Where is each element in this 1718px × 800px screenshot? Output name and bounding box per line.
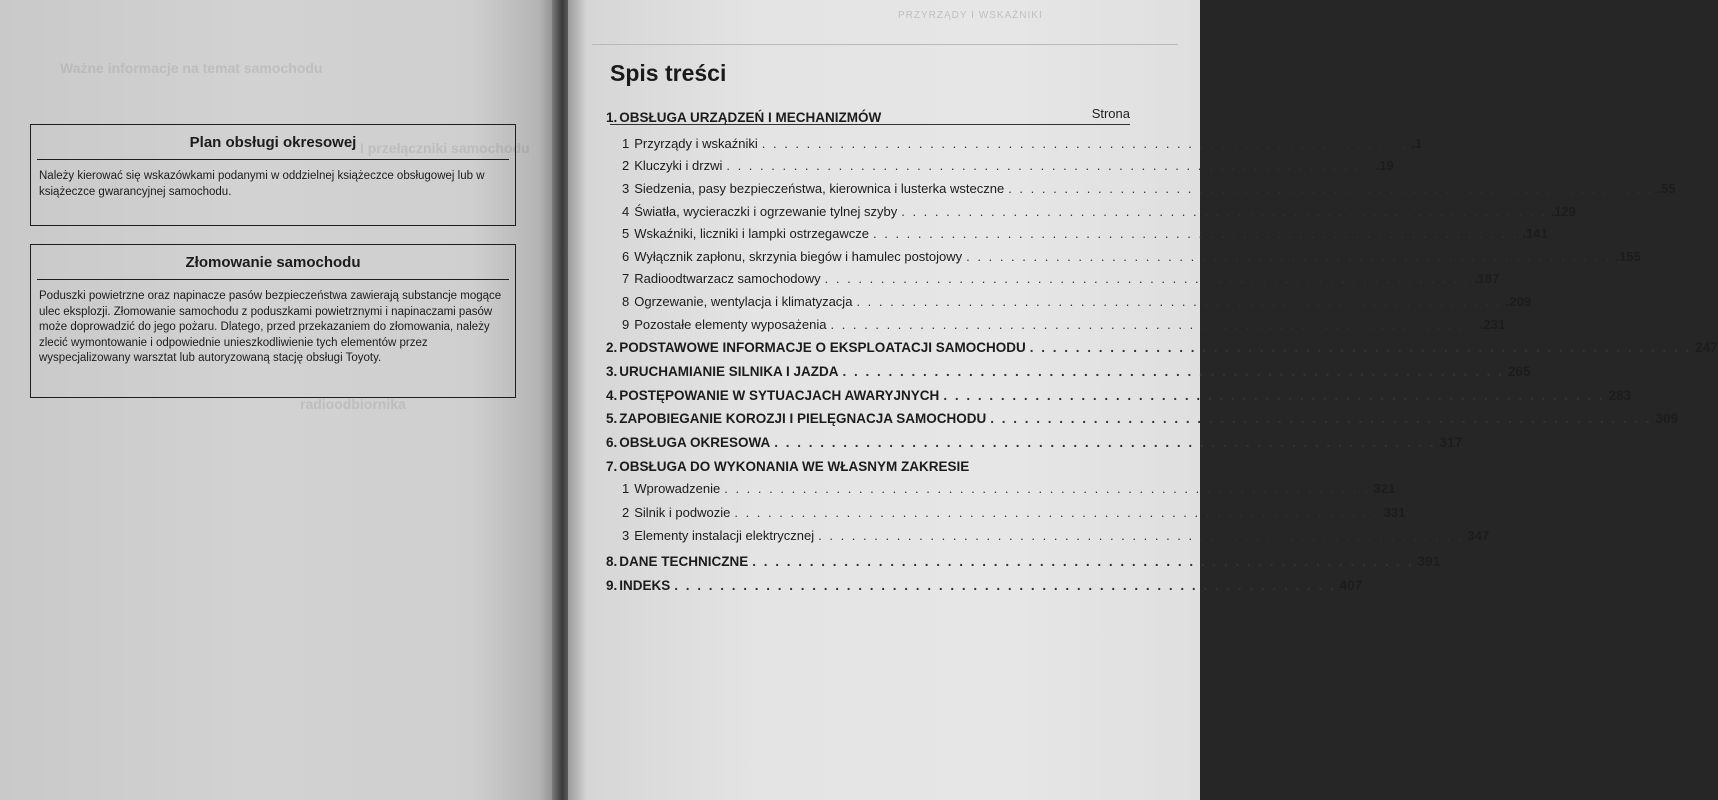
show-through-text: PRZYRZĄDY I WSKAŹNIKI xyxy=(898,10,1043,21)
toc-entry-label: PODSTAWOWE INFORMACJE O EKSPLOATACJI SAMOCHODU xyxy=(619,340,1026,355)
header-rule xyxy=(592,44,1178,45)
toc-page-number: 309 xyxy=(1655,411,1679,426)
toc-section-entry xyxy=(606,481,1396,503)
toc-chapter-entry xyxy=(606,364,1531,386)
toc-entry-label: DANE TECHNICZNE xyxy=(619,554,749,569)
toc-entry-number: 2. xyxy=(606,340,618,355)
toc-entry-label: Elementy instalacji elektrycznej xyxy=(634,528,815,543)
toc-leader-dots: . . . . . . . . . . . . . . . . . . . . . . . . . . . . . . . . . . . . . . . . . . . . . . . . . . . . . . . . . . xyxy=(774,435,1436,450)
toc-leader-dots: . . . . . . . . . . . . . . . . . . . . . . . . . . . . . . . . . . . . . . . . . . . . . . . . . . . . . . . . . . xyxy=(842,364,1504,379)
toc-entry-label: Kluczyki i drzwi xyxy=(634,158,723,173)
toc-leader-dots: . . . . . . . . . . . . . . . . . . . . . . . . . . . . . . . . . . . . . . . . . . . . . . . . . . . . . . . . . . xyxy=(1008,181,1654,196)
toc-leader-dots: . . . . . . . . . . . . . . . . . . . . . . . . . . . . . . . . . . . . . . . . . . . . . . . . . . . . . . . . . . xyxy=(818,528,1464,543)
toc-page-number: .19 xyxy=(1375,158,1394,173)
show-through-text: radioodbiornika xyxy=(300,396,406,412)
toc-section-entry xyxy=(606,158,1394,180)
toc-page-number: .231 xyxy=(1479,317,1506,332)
toc-entry-number: 1 xyxy=(622,481,630,496)
toc-entry-label: INDEKS xyxy=(619,578,671,593)
show-through-text: I przełączniki samochodu xyxy=(360,140,530,156)
toc-section-entry xyxy=(606,317,1506,339)
toc-entry-number: 4. xyxy=(606,388,618,403)
toc-entry-number: 3 xyxy=(622,528,630,543)
toc-section-entry xyxy=(606,271,1500,293)
toc-chapter-entry xyxy=(606,110,970,132)
toc-entry-number: 4 xyxy=(622,204,630,219)
toc-leader-dots: . . . . . . . . . . . . . . . . . . . . . . . . . . . . . . . . . . . . . . . . . . . . . . . . . . . . . . . . . . xyxy=(901,204,1547,219)
toc-chapter-entry xyxy=(606,578,1363,600)
toc-entry-number: 3 xyxy=(622,181,630,196)
toc-entry-label: Wyłącznik zapłonu, skrzynia biegów i hamulec postojowy xyxy=(634,249,963,264)
toc-entry-label: Silnik i podwozie xyxy=(634,505,731,520)
toc-section-entry xyxy=(606,528,1490,550)
toc-entry-label: Przyrządy i wskaźniki xyxy=(634,136,758,151)
toc-title: Spis treści xyxy=(610,60,727,86)
toc-page-number: 317 xyxy=(1439,435,1463,450)
toc-leader-dots: . . . . . . . . . . . . . . . . . . . . . . . . . . . . . . . . . . . . . . . . . . . . . . . . . . . . . . . . . . xyxy=(1029,340,1692,355)
vehicle-scrapping-box xyxy=(30,244,516,398)
toc-entry-label: Pozostałe elementy wyposażenia xyxy=(634,317,827,332)
toc-entry-number: 3. xyxy=(606,364,618,379)
toc-entry-number: 2 xyxy=(622,505,630,520)
toc-chapter-entry xyxy=(606,388,1632,410)
toc-entry-label: ZAPOBIEGANIE KOROZJI I PIELĘGNACJA SAMOCHODU xyxy=(619,411,987,426)
show-through-text: Ważne informacje na temat samochodu xyxy=(60,60,323,76)
toc-page-number: .1 xyxy=(1411,136,1422,151)
toc-section-entry xyxy=(606,181,1676,203)
toc-leader-dots: . . . . . . . . . . . . . . . . . . . . . . . . . . . . . . . . . . . . . . . . . . . . . . . . . . . . . . . . . . xyxy=(761,136,1408,151)
maintenance-box-text: Należy kierować się wskazówkami podanymi w oddzielnej książeczce obsługowej lub w książeczce gwarancyjnej samochodu. xyxy=(39,170,485,198)
toc-page-number: 247 xyxy=(1695,340,1718,355)
right-page xyxy=(568,0,1718,800)
toc-entry-number: 9. xyxy=(606,578,618,593)
toc-chapter-entry xyxy=(606,435,1463,457)
toc-page-number: .129 xyxy=(1550,204,1576,219)
toc-entry-label: OBSŁUGA URZĄDZEŃ I MECHANIZMÓW xyxy=(619,110,882,125)
toc-entry-number: 6 xyxy=(622,249,630,264)
toc-leader-dots: . . . . . . . . . . . . . . . . . . . . . . . . . . . . . . . . . . . . . . . . . . . . . . . . . . . . . . . . . . xyxy=(674,578,1336,593)
toc-leader-dots: . . . . . . . . . . . . . . . . . . . . . . . . . . . . . . . . . . . . . . . . . . . . . . . . . . . . . . . . . . xyxy=(734,505,1380,520)
toc-leader-dots: . . . . . . . . . . . . . . . . . . . . . . . . . . . . . . . . . . . . . . . . . . . . . . . . . . . . . . . . . . xyxy=(990,411,1652,426)
toc-entry-label: OBSŁUGA DO WYKONANIA WE WŁASNYM ZAKRESIE xyxy=(619,459,970,474)
toc-entry-number: 5. xyxy=(606,411,618,426)
toc-page-number: .141 xyxy=(1522,226,1548,241)
toc-leader-dots: . . . . . . . . . . . . . . . . . . . . . . . . . . . . . . . . . . . . . . . . . . . . . . . . . . . . . . . . . . xyxy=(752,554,1414,569)
toc-leader-dots: . . . . . . . . . . . . . . . . . . . . . . . . . . . . . . . . . . . . . . . . . . . . . . . . . . . . . . . . . . xyxy=(966,249,1612,264)
toc-section-entry xyxy=(606,204,1576,226)
toc-page-number: .55 xyxy=(1657,181,1676,196)
toc-section-entry xyxy=(606,226,1548,248)
toc-entry-label: Siedzenia, pasy bezpieczeństwa, kierownica i lusterka wsteczne xyxy=(634,181,1005,196)
toc-section-entry xyxy=(606,136,1422,158)
toc-entry-number: 8 xyxy=(622,294,630,309)
toc-entry-label: Ogrzewanie, wentylacja i klimatyzacja xyxy=(634,294,853,309)
toc-entry-label: Radioodtwarzacz samochodowy xyxy=(634,271,821,286)
toc-chapter-entry xyxy=(606,411,1679,433)
toc-page-number: 391 xyxy=(1417,554,1441,569)
toc-chapter-entry xyxy=(606,459,1162,481)
toc-page-number: 321 xyxy=(1373,481,1396,496)
toc-chapter-entry xyxy=(606,554,1441,576)
toc-entry-number: 7 xyxy=(622,271,630,286)
toc-entry-number: 1. xyxy=(606,110,618,125)
toc-page-number: 347 xyxy=(1467,528,1490,543)
scrapping-box-title: Złomowanie samochodu xyxy=(185,254,361,271)
toc-section-entry xyxy=(606,294,1532,316)
toc-page-number: 265 xyxy=(1507,364,1531,379)
toc-leader-dots: . . . . . . . . . . . . . . . . . . . . . . . . . . . . . . . . . . . . . . . . . . . . . . . . . . . . . . . . . . xyxy=(824,271,1471,286)
toc-entry-label: URUCHAMIANIE SILNIKA I JAZDA xyxy=(619,364,839,379)
toc-leader-dots: . . . . . . . . . . . . . . . . . . . . . . . . . . . . . . . . . . . . . . . . . . . . . . . . . . . . . . . . . . xyxy=(873,226,1519,241)
toc-leader-dots: . . . . . . . . . . . . . . . . . . . . . . . . . . . . . . . . . . . . . . . . . . . . . . . . . . . . . . . . . . xyxy=(856,294,1502,309)
toc-entry-number: 2 xyxy=(622,158,630,173)
toc-entry-number: 9 xyxy=(622,317,630,332)
toc-chapter-entry xyxy=(606,340,1718,362)
toc-entry-label: Światła, wycieraczki i ogrzewanie tylnej szyby xyxy=(634,204,898,219)
toc-leader-dots: . . . . . . . . . . . . . . . . . . . . . . . . . . . . . . . . . . . . . . . . . . . . . . . . . . . . . . . . . . xyxy=(726,158,1372,173)
toc-leader-dots: . . . . . . . . . . . . . . . . . . . . . . . . . . . . . . . . . . . . . . . . . . . . . . . . . . . . . . . . . . xyxy=(830,317,1476,332)
scrapping-box-text: Poduszki powietrzne oraz napinacze pasów bezpieczeństwa zawierają substancje mogące ulec eksplozji. Złomowanie samochodu z poduszkami powietrznymi i napinaczami pasów może doprowadzić do jego pożaru. Dlatego, przed przekazaniem do złomowania, należy zlecić wymontowanie i odpowiednie unieszkodliwienie tych elementów przez wyspecjalizowany warsztat lub autoryzowaną stację obsługi Toyoty. xyxy=(39,290,502,364)
toc-page-number: 331 xyxy=(1383,505,1406,520)
maintenance-schedule-box xyxy=(30,124,516,226)
toc-entry-number: 7. xyxy=(606,459,618,474)
toc-page-number: 407 xyxy=(1339,578,1363,593)
toc-entry-number: 5 xyxy=(622,226,630,241)
toc-entry-label: POSTĘPOWANIE W SYTUACJACH AWARYJNYCH xyxy=(619,388,940,403)
left-page xyxy=(0,0,556,800)
maintenance-box-title: Plan obsługi okresowej xyxy=(189,134,357,151)
toc-entry-number: 6. xyxy=(606,435,618,450)
toc-section-entry xyxy=(606,505,1406,527)
toc-entry-label: OBSŁUGA OKRESOWA xyxy=(619,435,771,450)
toc-entry-label: Wskaźniki, liczniki i lampki ostrzegawcze xyxy=(634,226,870,241)
toc-page-number: .209 xyxy=(1505,294,1532,309)
toc-page-number: 283 xyxy=(1608,388,1632,403)
page-column-label: Strona xyxy=(1091,106,1130,121)
toc-page-number: .155 xyxy=(1615,249,1641,264)
toc-section-entry xyxy=(606,249,1641,271)
toc-leader-dots: . . . . . . . . . . . . . . . . . . . . . . . . . . . . . . . . . . . . . . . . . . . . . . . . . . . . . . . . . . xyxy=(943,388,1605,403)
toc-leader-dots: . . . . . . . . . . . . . . . . . . . . . . . . . . . . . . . . . . . . . . . . . . . . . . . . . . . . . . . . . . xyxy=(724,481,1370,496)
toc-page-number: .187 xyxy=(1474,271,1500,286)
toc-entry-label: Wprowadzenie xyxy=(634,481,721,496)
toc-entry-number: 8. xyxy=(606,554,618,569)
toc-entry-number: 1 xyxy=(622,136,630,151)
